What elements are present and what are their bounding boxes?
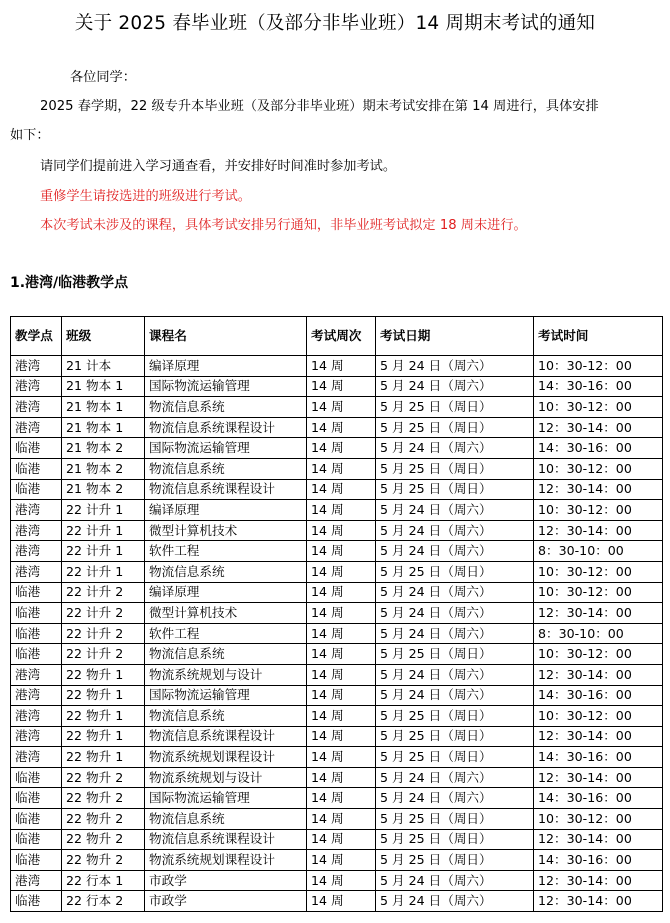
cell-time: 14：30-16：00	[534, 788, 663, 809]
cell-date: 5 月 25 日（周日）	[376, 850, 534, 871]
arrangement-text: 2025 春学期，22 级专升本毕业班（及部分非毕业班）期末考试安排在第 14 周进行，具体安排	[40, 99, 599, 114]
cell-campus: 港湾	[11, 376, 62, 397]
cell-course: 物流信息系统课程设计	[145, 417, 307, 438]
cell-week: 14 周	[307, 500, 376, 521]
header-date: 考试日期	[376, 317, 534, 356]
cell-date: 5 月 24 日（周六）	[376, 520, 534, 541]
cell-date: 5 月 24 日（周六）	[376, 582, 534, 603]
table-row	[11, 500, 663, 521]
cell-course: 物流信息系统	[145, 458, 307, 479]
cell-week: 14 周	[307, 458, 376, 479]
table-row	[11, 788, 663, 809]
cell-time: 8：30-10：00	[534, 623, 663, 644]
cell-class: 22 行本 1	[62, 870, 145, 891]
cell-time: 12：30-14：00	[534, 891, 663, 912]
cell-date: 5 月 25 日（周日）	[376, 561, 534, 582]
cell-campus: 临港	[11, 891, 62, 912]
cell-week: 14 周	[307, 706, 376, 727]
cell-campus: 临港	[11, 788, 62, 809]
cell-campus: 临港	[11, 829, 62, 850]
cell-date: 5 月 25 日（周日）	[376, 706, 534, 727]
cell-time: 14：30-16：00	[534, 747, 663, 768]
cell-class: 22 物升 1	[62, 747, 145, 768]
exam-schedule-table	[10, 316, 663, 912]
cell-week: 14 周	[307, 356, 376, 377]
cell-week: 14 周	[307, 376, 376, 397]
cell-time: 10：30-12：00	[534, 561, 663, 582]
cell-time: 12：30-14：00	[534, 870, 663, 891]
cell-date: 5 月 24 日（周六）	[376, 767, 534, 788]
cell-campus: 港湾	[11, 356, 62, 377]
table-row	[11, 582, 663, 603]
cell-course: 微型计算机技术	[145, 520, 307, 541]
cell-course: 物流信息系统课程设计	[145, 479, 307, 500]
cell-time: 10：30-12：00	[534, 644, 663, 665]
cell-date: 5 月 25 日（周日）	[376, 417, 534, 438]
cell-class: 22 物升 1	[62, 664, 145, 685]
cell-class: 22 计升 2	[62, 644, 145, 665]
cell-class: 21 物本 2	[62, 458, 145, 479]
cell-class: 22 计升 2	[62, 623, 145, 644]
cell-date: 5 月 24 日（周六）	[376, 356, 534, 377]
cell-week: 14 周	[307, 644, 376, 665]
cell-class: 22 计升 2	[62, 603, 145, 624]
cell-class: 22 物升 1	[62, 726, 145, 747]
cell-date: 5 月 25 日（周日）	[376, 644, 534, 665]
cell-class: 22 物升 2	[62, 809, 145, 830]
cell-campus: 港湾	[11, 500, 62, 521]
table-row	[11, 458, 663, 479]
table-row	[11, 644, 663, 665]
table-row	[11, 767, 663, 788]
cell-course: 物流系统规划与设计	[145, 767, 307, 788]
cell-week: 14 周	[307, 603, 376, 624]
cell-time: 12：30-14：00	[534, 520, 663, 541]
cell-week: 14 周	[307, 397, 376, 418]
cell-date: 5 月 25 日（周日）	[376, 397, 534, 418]
cell-week: 14 周	[307, 541, 376, 562]
table-row	[11, 397, 663, 418]
cell-campus: 港湾	[11, 685, 62, 706]
header-class: 班级	[62, 317, 145, 356]
cell-week: 14 周	[307, 685, 376, 706]
cell-time: 10：30-12：00	[534, 809, 663, 830]
table-row	[11, 809, 663, 830]
cell-class: 21 计本	[62, 356, 145, 377]
cell-class: 22 计升 1	[62, 541, 145, 562]
cell-class: 22 物升 2	[62, 788, 145, 809]
cell-course: 软件工程	[145, 623, 307, 644]
cell-time: 10：30-12：00	[534, 356, 663, 377]
cell-class: 21 物本 1	[62, 397, 145, 418]
table-row	[11, 706, 663, 727]
table-row	[11, 561, 663, 582]
table-row	[11, 541, 663, 562]
cell-campus: 港湾	[11, 664, 62, 685]
cell-course: 物流系统规划课程设计	[145, 747, 307, 768]
cell-campus: 港湾	[11, 561, 62, 582]
section-title: 1.港湾/临港教学点	[10, 275, 129, 291]
cell-course: 编译原理	[145, 582, 307, 603]
cell-time: 12：30-14：00	[534, 479, 663, 500]
cell-class: 22 行本 2	[62, 891, 145, 912]
table-row	[11, 438, 663, 459]
cell-date: 5 月 25 日（周日）	[376, 458, 534, 479]
cell-course: 编译原理	[145, 356, 307, 377]
cell-time: 10：30-12：00	[534, 706, 663, 727]
table-row	[11, 664, 663, 685]
cell-class: 22 物升 2	[62, 829, 145, 850]
cell-time: 14：30-16：00	[534, 376, 663, 397]
table-row	[11, 891, 663, 912]
cell-campus: 港湾	[11, 541, 62, 562]
cell-campus: 港湾	[11, 397, 62, 418]
cell-course: 物流信息系统	[145, 561, 307, 582]
cell-class: 22 物升 1	[62, 706, 145, 727]
greeting: 各位同学：	[70, 70, 136, 85]
cell-date: 5 月 24 日（周六）	[376, 603, 534, 624]
cell-class: 22 计升 2	[62, 582, 145, 603]
table-row	[11, 747, 663, 768]
table-header-row	[11, 317, 663, 356]
arrangement-text-cont: 如下：	[10, 128, 50, 143]
header-week: 考试周次	[307, 317, 376, 356]
cell-week: 14 周	[307, 788, 376, 809]
cell-date: 5 月 25 日（周日）	[376, 747, 534, 768]
cell-week: 14 周	[307, 582, 376, 603]
cell-date: 5 月 25 日（周日）	[376, 809, 534, 830]
cell-class: 22 计升 1	[62, 500, 145, 521]
cell-course: 物流信息系统	[145, 644, 307, 665]
cell-week: 14 周	[307, 561, 376, 582]
cell-week: 14 周	[307, 726, 376, 747]
cell-week: 14 周	[307, 850, 376, 871]
cell-date: 5 月 25 日（周日）	[376, 726, 534, 747]
cell-week: 14 周	[307, 623, 376, 644]
cell-campus: 港湾	[11, 706, 62, 727]
cell-week: 14 周	[307, 870, 376, 891]
cell-course: 国际物流运输管理	[145, 376, 307, 397]
cell-course: 国际物流运输管理	[145, 788, 307, 809]
cell-campus: 港湾	[11, 726, 62, 747]
cell-week: 14 周	[307, 809, 376, 830]
cell-date: 5 月 24 日（周六）	[376, 664, 534, 685]
cell-campus: 临港	[11, 458, 62, 479]
header-time: 考试时间	[534, 317, 663, 356]
cell-time: 12：30-14：00	[534, 603, 663, 624]
cell-class: 22 物升 2	[62, 850, 145, 871]
cell-campus: 临港	[11, 603, 62, 624]
cell-campus: 港湾	[11, 417, 62, 438]
cell-course: 市政学	[145, 870, 307, 891]
cell-date: 5 月 24 日（周六）	[376, 376, 534, 397]
cell-course: 编译原理	[145, 500, 307, 521]
cell-time: 8：30-10：00	[534, 541, 663, 562]
cell-week: 14 周	[307, 747, 376, 768]
cell-course: 物流系统规划与设计	[145, 664, 307, 685]
cell-time: 12：30-14：00	[534, 664, 663, 685]
cell-course: 物流信息系统课程设计	[145, 726, 307, 747]
table-row	[11, 376, 663, 397]
cell-time: 14：30-16：00	[534, 850, 663, 871]
cell-campus: 临港	[11, 623, 62, 644]
cell-class: 21 物本 2	[62, 438, 145, 459]
cell-course: 物流信息系统	[145, 706, 307, 727]
cell-course: 市政学	[145, 891, 307, 912]
cell-week: 14 周	[307, 417, 376, 438]
cell-campus: 临港	[11, 582, 62, 603]
cell-campus: 港湾	[11, 747, 62, 768]
cell-course: 物流信息系统	[145, 397, 307, 418]
table-row	[11, 417, 663, 438]
cell-date: 5 月 24 日（周六）	[376, 438, 534, 459]
cell-date: 5 月 25 日（周日）	[376, 479, 534, 500]
cell-campus: 临港	[11, 767, 62, 788]
cell-time: 12：30-14：00	[534, 726, 663, 747]
cell-campus: 港湾	[11, 870, 62, 891]
cell-week: 14 周	[307, 438, 376, 459]
cell-time: 12：30-14：00	[534, 417, 663, 438]
notice-title: 关于 2025 春毕业班（及部分非毕业班）14 周期末考试的通知	[74, 13, 596, 34]
cell-date: 5 月 24 日（周六）	[376, 541, 534, 562]
header-campus: 教学点	[11, 317, 62, 356]
cell-class: 22 计升 1	[62, 561, 145, 582]
other-courses-notice: 本次考试未涉及的课程，具体考试安排另行通知，非毕业班考试拟定 18 周末进行。	[40, 218, 527, 233]
cell-week: 14 周	[307, 767, 376, 788]
table-row	[11, 623, 663, 644]
table-row	[11, 520, 663, 541]
cell-campus: 临港	[11, 644, 62, 665]
cell-class: 21 物本 1	[62, 376, 145, 397]
table-row	[11, 870, 663, 891]
cell-time: 12：30-14：00	[534, 829, 663, 850]
cell-date: 5 月 24 日（周六）	[376, 870, 534, 891]
table-row	[11, 850, 663, 871]
cell-class: 22 计升 1	[62, 520, 145, 541]
cell-date: 5 月 24 日（周六）	[376, 623, 534, 644]
cell-class: 22 物升 1	[62, 685, 145, 706]
cell-time: 10：30-12：00	[534, 397, 663, 418]
header-course: 课程名	[145, 317, 307, 356]
cell-week: 14 周	[307, 891, 376, 912]
cell-date: 5 月 24 日（周六）	[376, 500, 534, 521]
cell-time: 12：30-14：00	[534, 767, 663, 788]
cell-campus: 临港	[11, 850, 62, 871]
cell-week: 14 周	[307, 520, 376, 541]
retake-notice: 重修学生请按选进的班级进行考试。	[40, 189, 251, 204]
cell-course: 物流信息系统	[145, 809, 307, 830]
cell-time: 10：30-12：00	[534, 500, 663, 521]
cell-course: 物流信息系统课程设计	[145, 829, 307, 850]
cell-date: 5 月 24 日（周六）	[376, 891, 534, 912]
cell-class: 21 物本 1	[62, 417, 145, 438]
cell-class: 22 物升 2	[62, 767, 145, 788]
table-row	[11, 726, 663, 747]
cell-class: 21 物本 2	[62, 479, 145, 500]
cell-week: 14 周	[307, 479, 376, 500]
cell-time: 10：30-12：00	[534, 582, 663, 603]
cell-course: 物流系统规划课程设计	[145, 850, 307, 871]
table-row	[11, 356, 663, 377]
cell-date: 5 月 24 日（周六）	[376, 685, 534, 706]
cell-date: 5 月 25 日（周日）	[376, 829, 534, 850]
table-row	[11, 685, 663, 706]
table-row	[11, 479, 663, 500]
cell-campus: 临港	[11, 809, 62, 830]
cell-course: 微型计算机技术	[145, 603, 307, 624]
cell-campus: 临港	[11, 438, 62, 459]
cell-time: 14：30-16：00	[534, 685, 663, 706]
cell-course: 国际物流运输管理	[145, 685, 307, 706]
cell-time: 10：30-12：00	[534, 458, 663, 479]
cell-campus: 临港	[11, 479, 62, 500]
cell-course: 国际物流运输管理	[145, 438, 307, 459]
table-row	[11, 603, 663, 624]
table-row	[11, 829, 663, 850]
cell-time: 14：30-16：00	[534, 438, 663, 459]
instruction-text: 请同学们提前进入学习通查看，并安排好时间准时参加考试。	[40, 159, 397, 174]
cell-date: 5 月 24 日（周六）	[376, 788, 534, 809]
cell-course: 软件工程	[145, 541, 307, 562]
cell-week: 14 周	[307, 664, 376, 685]
cell-week: 14 周	[307, 829, 376, 850]
cell-campus: 港湾	[11, 520, 62, 541]
